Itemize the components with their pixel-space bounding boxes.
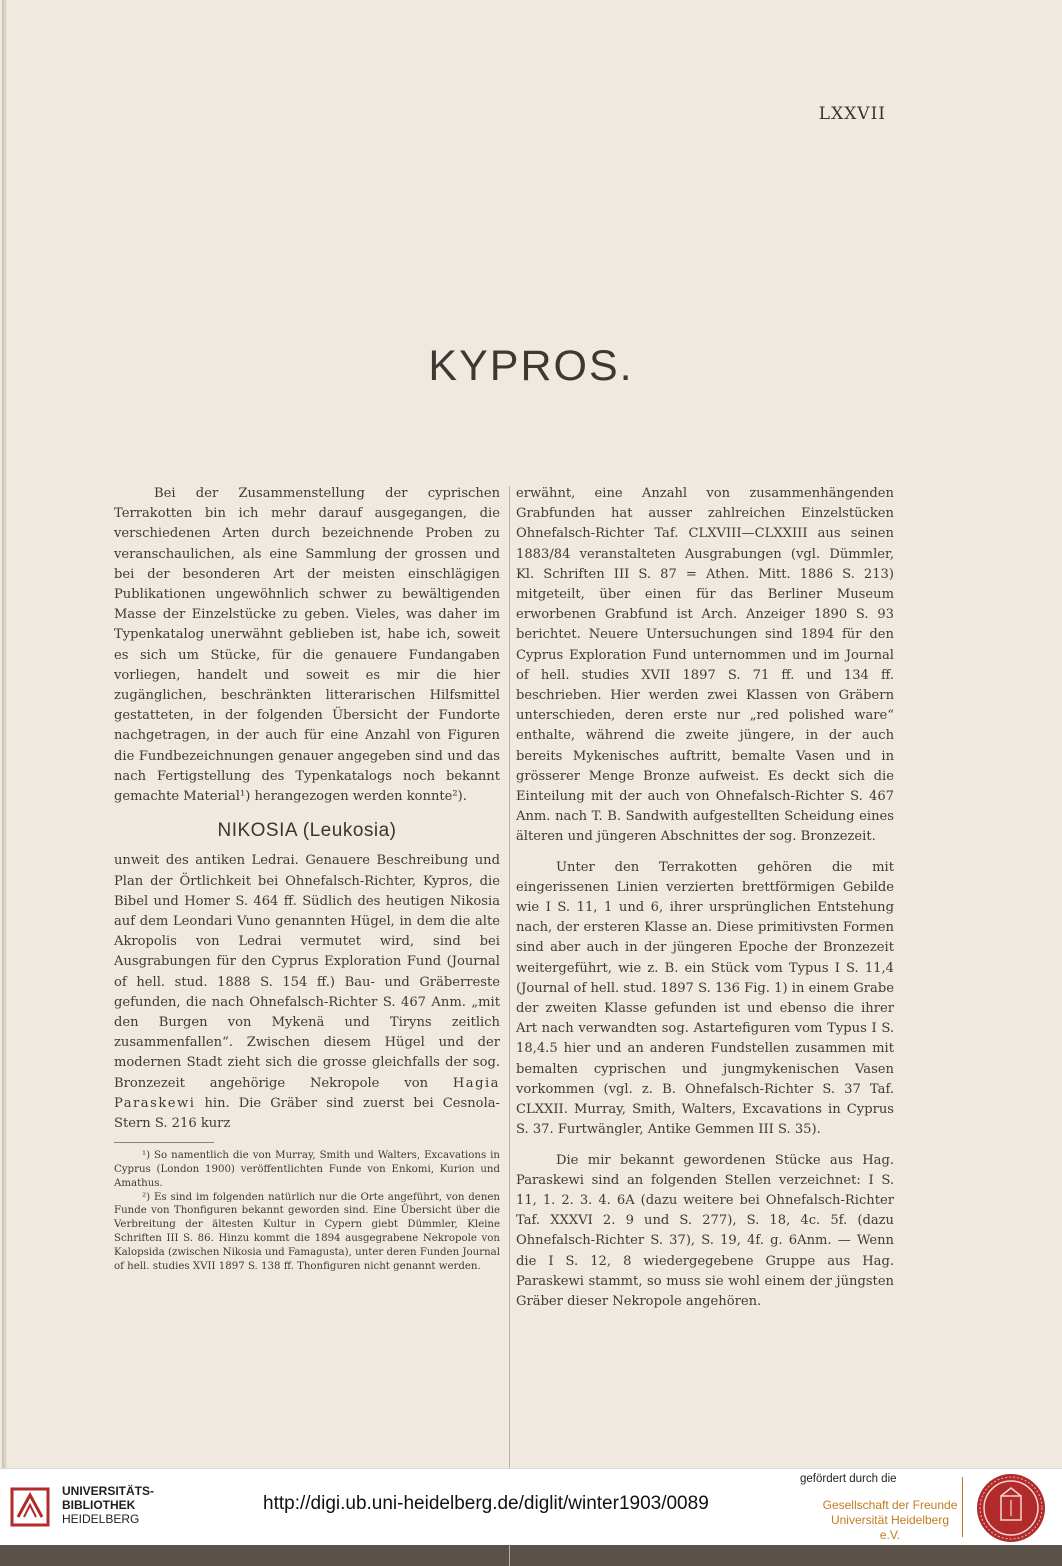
page-title: KYPROS. [428,342,634,390]
nikosia-paragraph [114,851,500,1134]
right-paragraph-3: Die mir bekannt gewordenen Stücke aus Hag. Paraskewi sind an folgenden Stellen verzeichnet: I S. 11, 1. 2. 3. 4. 6A (dazu weitere bei Ohnefalsch-Richter Taf. XXXVI 2. 9 und S. 277), S. 18, 4c. 5f. (dazu Ohnefalsch-Richter S. 37), S. 19, 4f. g. 6Anm. — Wenn die I S. 12, 8 wiedergegebene Gruppe aus Hag. Paraskewi stammt, so muss sie wohl einem der jüngsten Gräber dieser Nekropole angehören. [516,1152,894,1309]
library-name-line-3: HEIDELBERG [62,1512,140,1526]
sponsor-name-line-2: Universität Heidelberg e.V. [830,1513,950,1542]
sponsor-divider [962,1477,963,1537]
permalink-url[interactable]: http://digi.ub.uni-heidelberg.de/diglit/winter1903/0089 [263,1493,709,1514]
viewer-footer [0,1468,1062,1545]
right-column [516,484,894,1312]
right-paragraph-1: erwähnt, eine Anzahl von zusammenhängenden Grabfunden hat ausser zahlreichen Einzelstücken Ohnefalsch-Richter Taf. CLXVIII—CLXXIII aus seinen 1883/84 veranstalteten Ausgrabungen (vgl. Dümmler, Kl. Schriften III S. 87 = Athen. Mitt. 1886 S. 213) mitgeteilt, über einen für das Berliner Museum erworbenen Grabfund ist Arch. Anzeiger 1890 S. 93 berichtet. Neuere Untersuchungen sind 1894 für den Cyprus Exploration Fund unternommen und im Journal of hell. studies XVII 1897 S. 71 ff. und 134 ff. beschrieben. Hier werden zwei Klassen von Gräbern unterschieden, deren erste nur „red polished ware“ enthalte, während die zweite jüngere, in der auch bereits Mykenisches auftritt, bemalte Vasen und in grösserer Menge Bronze aufweist. Es deckt sich die Einteilung mit der auch von Ohnefalsch-Richter S. 467 Anm. nach T. B. Sandwith aufgestellten Scheidung eines älteren und jüngeren Abschnittes der sog. Bronzezeit. [516,486,894,845]
nikosia-text-b: hin. Die Gräber sind zuerst bei Cesnola-Stern S. 216 kurz [114,1095,500,1132]
section-heading: NIKOSIA (Leukosia) [217,820,397,842]
sponsor-block[interactable] [800,1473,960,1543]
column-divider [509,486,510,1566]
place-name: Hagia Paraskewi [114,1075,500,1111]
university-seal-icon[interactable] [975,1472,1047,1544]
library-logo-icon[interactable] [10,1483,58,1531]
library-name-line-2: BIBLIOTHEK [62,1498,136,1512]
library-name-line-1: UNIVERSITÄTS- [62,1484,155,1498]
nikosia-text-a: unweit des antiken Ledrai. Genauere Beschreibung und Plan der Örtlichkeit bei Ohnefalsch-Richter, Kypros, die Bibel und Homer S. 464 ff. Südlich des heutigen Nikosia auf dem Leondari Vuno genannten Hügel, in dem die alte Akropolis von Ledrai vermutet wird, sind bei Ausgrabungen für den Cyprus Exploration Fund (Journal of hell. stud. 1888 S. 154 ff.) Bau- und Gräberreste gefunden, die nach Ohnefalsch-Richter S. 467 Anm. „mit den Burgen von Mykenä und Tiryns zeitlich zusammenfallen“. Zwischen diesem Hügel und der modernen Stadt zieht sich die grosse gleichfalls der sog. Bronzezeit angehörige Nekropole von [114,853,500,1091]
page-edge [2,0,7,1468]
sponsor-name [820,1498,960,1543]
footnote-1: ¹) So namentlich die von Murray, Smith und Walters, Excavations in Cyprus (London 1900) veröffentlichten Funde von Enkomi, Kurion und Amathus. [114,1150,500,1189]
left-column [114,484,500,1273]
right-paragraph-2: Unter den Terrakotten gehören die mit eingerissenen Linien verzierten brettförmigen Gebilde wie I S. 11, 1 und 6, ihrer ursprünglichen Entstehung nach, der ersteren Klasse an. Diese primitivsten Formen sind aber auch in der jüngeren Epoche der Bronzezeit weitergeführt, wie z. B. ein Stück vom Typus I S. 11,4 (Journal of hell. stud. 1897 S. 136 Fig. 1) in einem Grabe der zweiten Klasse gefunden ist und ebenso die ihrer Art nach verwandten sog. Astartefiguren vom Typus I S. 18,4.5 hier und an anderen Fundstellen zusammen mit bemalten cyprischen und jungmykenischen Vasen vorkommen (vgl. z. B. Ohnefalsch-Richter S. 37 Taf. CLXXII. Murray, Smith, Walters, Excavations in Cyprus S. 37. Furtwängler, Antike Gemmen III S. 35). [516,859,894,1138]
footnote-2: ²) Es sind im folgenden natürlich nur die Orte angeführt, von denen Funde von Thonfiguren bekannt geworden sind. Eine Übersicht über die Verbreitung der ältesten Kultur in Cypern giebt Dümmler, Kleine Schriften III S. 86. Hinzu kommt die 1894 ausgegrabene Nekropole von Kalopsida (zwischen Nikosia und Famagusta), unter deren Funden Journal of hell. studies XVII 1897 S. 138 ff. Thonfiguren nicht genannt werden. [114,1191,500,1272]
sponsor-label: gefördert durch die [800,1473,897,1485]
page-folio: LXXVII [818,104,886,124]
intro-paragraph: Bei der Zusammenstellung der cyprischen Terrakotten bin ich mehr darauf ausgegangen, die verschiedenen Arten durch bezeichnende Proben zu veranschaulichen, als eine Sammlung der grossen und bei der besonderen Art der meisten einschlägigen Publikationen ungewöhnlich schwer zu bewältigenden Masse der Einzelstücke zu geben. Vieles, was daher im Typenkatalog unerwähnt geblieben ist, habe ich, soweit es sich um Stücke, für die genauere Fundangaben vorliegen, handelt und soweit es mir die hier zugänglichen, beschränkten litterarischen Hilfsmittel gestatteten, in der folgenden Übersicht der Fundorte nachgetragen, in der auch für eine Anzahl von Figuren die Fundbezeichnungen genauer angegeben sind und das nach Fertigstellung des Typenkatalogs noch bekannt gemachte Material¹) herangezogen werden konnte²). [114,486,500,805]
sponsor-name-line-1: Gesellschaft der Freunde [822,1498,958,1512]
library-name[interactable] [62,1484,154,1526]
footnote-rule [114,1142,214,1143]
